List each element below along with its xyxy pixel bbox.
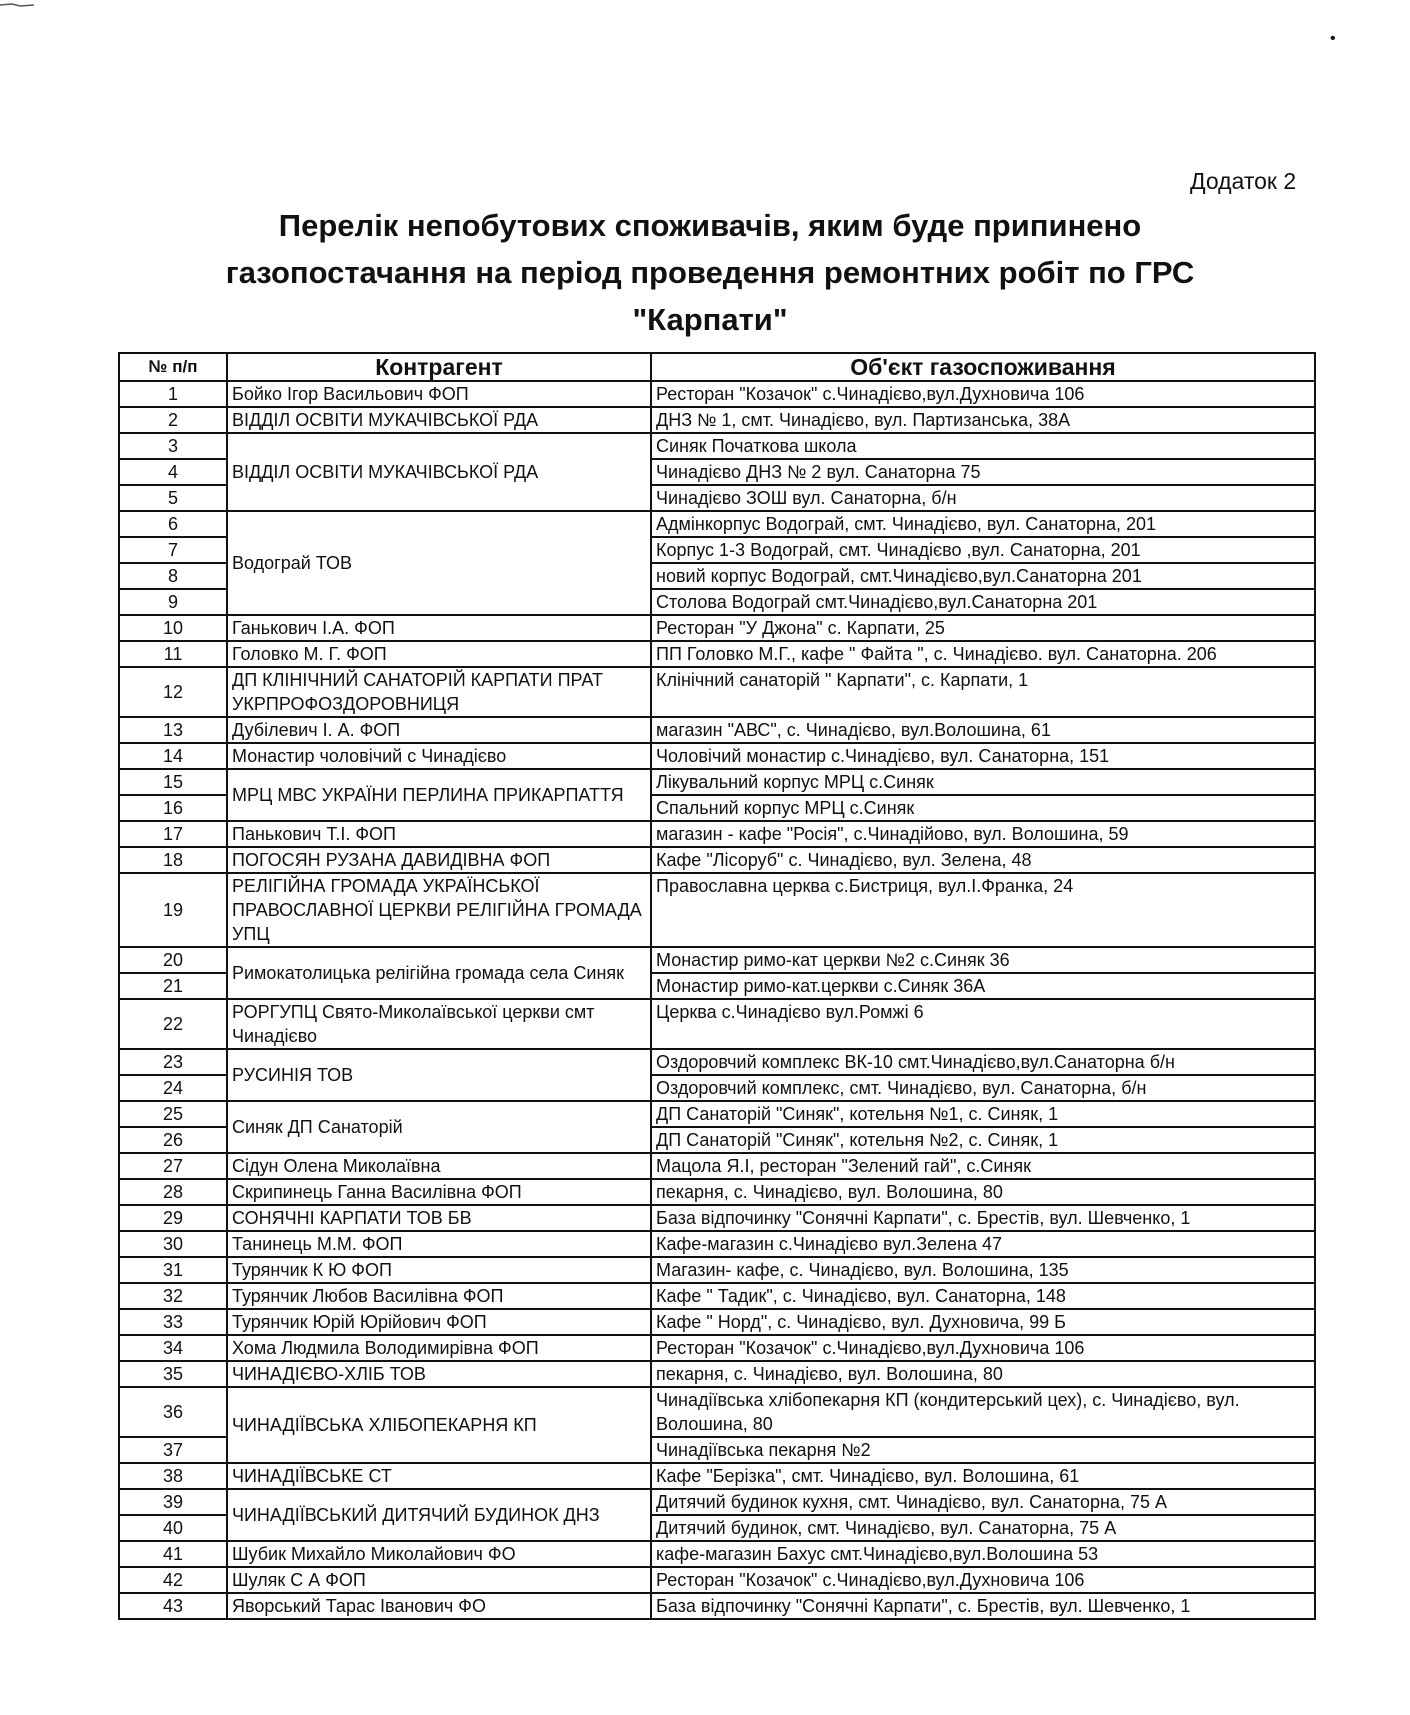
counterparty-cell: Турянчик Любов Василівна ФОП — [227, 1283, 651, 1309]
column-header-counterparty: Контрагент — [227, 353, 651, 381]
table-row — [119, 769, 1315, 795]
counterparty-cell: Головко М. Г. ФОП — [227, 641, 651, 667]
counterparty-cell: Шубик Михайло Миколайович ФО — [227, 1541, 651, 1567]
counterparty-cell: Водограй ТОВ — [227, 511, 651, 615]
object-cell: Дитячий будинок, смт. Чинадієво, вул. Санаторна, 75 А — [651, 1515, 1315, 1541]
row-number: 39 — [119, 1489, 227, 1515]
object-cell: Ресторан "Козачок" с.Чинадієво,вул.Духновича 106 — [651, 1567, 1315, 1593]
document-title — [120, 202, 1300, 343]
object-cell: ДНЗ № 1, смт. Чинадієво, вул. Партизанська, 38А — [651, 407, 1315, 433]
object-cell: Монастир римо-кат.церкви с.Синяк 36А — [651, 973, 1315, 999]
counterparty-cell: Турянчик К Ю ФОП — [227, 1257, 651, 1283]
counterparty-cell: СОНЯЧНІ КАРПАТИ ТОВ БВ — [227, 1205, 651, 1231]
row-number: 4 — [119, 459, 227, 485]
counterparty-cell: Панькович Т.І. ФОП — [227, 821, 651, 847]
table-row — [119, 1387, 1315, 1437]
counterparty-cell: Бойко Ігор Васильович ФОП — [227, 381, 651, 407]
row-number: 3 — [119, 433, 227, 459]
row-number: 19 — [119, 873, 227, 947]
row-number: 35 — [119, 1361, 227, 1387]
object-cell: Клінічний санаторій " Карпати", с. Карпати, 1 — [651, 667, 1315, 717]
table-row — [119, 407, 1315, 433]
counterparty-cell: Ганькович І.А. ФОП — [227, 615, 651, 641]
counterparty-cell: Сідун Олена Миколаївна — [227, 1153, 651, 1179]
table-row — [119, 999, 1315, 1049]
row-number: 23 — [119, 1049, 227, 1075]
table-row — [119, 847, 1315, 873]
object-cell: Оздоровчий комплекс, смт. Чинадієво, вул. Санаторна, б/н — [651, 1075, 1315, 1101]
table-row — [119, 667, 1315, 717]
table-row — [119, 511, 1315, 537]
object-cell: Православна церква с.Бистриця, вул.І.Франка, 24 — [651, 873, 1315, 947]
table-row — [119, 1101, 1315, 1127]
row-number: 7 — [119, 537, 227, 563]
column-header-number: № п/п — [119, 353, 227, 381]
table-row — [119, 947, 1315, 973]
table-row — [119, 1283, 1315, 1309]
row-number: 24 — [119, 1075, 227, 1101]
row-number: 13 — [119, 717, 227, 743]
row-number: 33 — [119, 1309, 227, 1335]
object-cell: Кафе "Лісоруб" с. Чинадієво, вул. Зелена, 48 — [651, 847, 1315, 873]
counterparty-cell: ВІДДІЛ ОСВІТИ МУКАЧІВСЬКОЇ РДА — [227, 407, 651, 433]
row-number: 18 — [119, 847, 227, 873]
table-row — [119, 1593, 1315, 1619]
row-number: 17 — [119, 821, 227, 847]
row-number: 29 — [119, 1205, 227, 1231]
row-number: 15 — [119, 769, 227, 795]
row-number: 36 — [119, 1387, 227, 1437]
table-row — [119, 381, 1315, 407]
column-header-object: Об'єкт газоспоживання — [651, 353, 1315, 381]
counterparty-cell: Скрипинець Ганна Василівна ФОП — [227, 1179, 651, 1205]
row-number: 40 — [119, 1515, 227, 1541]
table-row — [119, 1153, 1315, 1179]
object-cell: Спальний корпус МРЦ с.Синяк — [651, 795, 1315, 821]
counterparty-cell: Хома Людмила Володимирівна ФОП — [227, 1335, 651, 1361]
object-cell: магазин - кафе "Росія", с.Чинадійово, вул. Волошина, 59 — [651, 821, 1315, 847]
object-cell: База відпочинку "Сонячні Карпати", с. Брестів, вул. Шевченко, 1 — [651, 1205, 1315, 1231]
table-row — [119, 1179, 1315, 1205]
consumers-table — [118, 352, 1316, 1620]
table-header-row — [119, 353, 1315, 381]
row-number: 37 — [119, 1437, 227, 1463]
row-number: 12 — [119, 667, 227, 717]
table-row — [119, 1335, 1315, 1361]
object-cell: Ресторан "Козачок" с.Чинадієво,вул.Духновича 106 — [651, 1335, 1315, 1361]
table-row — [119, 641, 1315, 667]
counterparty-cell: ДП КЛІНІЧНИЙ САНАТОРІЙ КАРПАТИ ПРАТ УКРПРОФОЗДОРОВНИЦЯ — [227, 667, 651, 717]
table-row — [119, 1231, 1315, 1257]
table-row — [119, 1463, 1315, 1489]
row-number: 6 — [119, 511, 227, 537]
row-number: 34 — [119, 1335, 227, 1361]
object-cell: Чинадієво ЗОШ вул. Санаторна, б/н — [651, 485, 1315, 511]
scan-mark: • — [1330, 30, 1336, 47]
row-number: 42 — [119, 1567, 227, 1593]
row-number: 1 — [119, 381, 227, 407]
object-cell: пекарня, с. Чинадієво, вул. Волошина, 80 — [651, 1361, 1315, 1387]
object-cell: новий корпус Водограй, смт.Чинадієво,вул.Санаторна 201 — [651, 563, 1315, 589]
object-cell: Церква с.Чинадієво вул.Ромжі 6 — [651, 999, 1315, 1049]
table-row — [119, 1257, 1315, 1283]
title-line: Перелік непобутових споживачів, яким буде припинено — [278, 208, 1142, 243]
counterparty-cell: Яворський Тарас Іванович ФО — [227, 1593, 651, 1619]
counterparty-cell: Синяк ДП Санаторій — [227, 1101, 651, 1153]
object-cell: Синяк Початкова школа — [651, 433, 1315, 459]
table-row — [119, 1361, 1315, 1387]
row-number: 27 — [119, 1153, 227, 1179]
counterparty-cell: ЧИНАДІЇВСЬКА ХЛІБОПЕКАРНЯ КП — [227, 1387, 651, 1463]
object-cell: Ресторан "Козачок" с.Чинадієво,вул.Духновича 106 — [651, 381, 1315, 407]
counterparty-cell: Турянчик Юрій Юрійович ФОП — [227, 1309, 651, 1335]
object-cell: Кафе-магазин с.Чинадієво вул.Зелена 47 — [651, 1231, 1315, 1257]
row-number: 30 — [119, 1231, 227, 1257]
object-cell: Чинадіївська пекарня №2 — [651, 1437, 1315, 1463]
counterparty-cell: РОРГУПЦ Свято-Миколаївської церкви смт Чинадієво — [227, 999, 651, 1049]
object-cell: Кафе " Тадик", с. Чинадієво, вул. Санаторна, 148 — [651, 1283, 1315, 1309]
row-number: 14 — [119, 743, 227, 769]
row-number: 9 — [119, 589, 227, 615]
counterparty-cell: Танинець М.М. ФОП — [227, 1231, 651, 1257]
row-number: 26 — [119, 1127, 227, 1153]
row-number: 38 — [119, 1463, 227, 1489]
row-number: 8 — [119, 563, 227, 589]
object-cell: магазин "АВС", с. Чинадієво, вул.Волошина, 61 — [651, 717, 1315, 743]
row-number: 10 — [119, 615, 227, 641]
title-line: газопостачання на період проведення ремонтних робіт по ГРС — [225, 255, 1195, 290]
counterparty-cell: ЧИНАДІЄВО-ХЛІБ ТОВ — [227, 1361, 651, 1387]
table-row — [119, 743, 1315, 769]
counterparty-cell: Монастир чоловічий с Чинадієво — [227, 743, 651, 769]
row-number: 11 — [119, 641, 227, 667]
object-cell: Кафе " Норд", с. Чинадієво, вул. Духновича, 99 Б — [651, 1309, 1315, 1335]
object-cell: Столова Водограй смт.Чинадієво,вул.Санаторна 201 — [651, 589, 1315, 615]
row-number: 16 — [119, 795, 227, 821]
object-cell: Магазин- кафе, с. Чинадієво, вул. Волошина, 135 — [651, 1257, 1315, 1283]
counterparty-cell: ПОГОСЯН РУЗАНА ДАВИДІВНА ФОП — [227, 847, 651, 873]
row-number: 43 — [119, 1593, 227, 1619]
table-row — [119, 1049, 1315, 1075]
object-cell: ДП Санаторій "Синяк", котельня №1, с. Синяк, 1 — [651, 1101, 1315, 1127]
object-cell: Чинадіївська хлібопекарня КП (кондитерський цех), с. Чинадієво, вул. Волошина, 80 — [651, 1387, 1315, 1437]
object-cell: Корпус 1-3 Водограй, смт. Чинадієво ,вул. Санаторна, 201 — [651, 537, 1315, 563]
object-cell: Чоловічий монастир с.Чинадієво, вул. Санаторна, 151 — [651, 743, 1315, 769]
object-cell: Чинадієво ДНЗ № 2 вул. Санаторна 75 — [651, 459, 1315, 485]
counterparty-cell: Дубілевич І. А. ФОП — [227, 717, 651, 743]
title-line: "Карпати" — [632, 302, 788, 337]
object-cell: База відпочинку "Сонячні Карпати", с. Брестів, вул. Шевченко, 1 — [651, 1593, 1315, 1619]
row-number: 2 — [119, 407, 227, 433]
table-row — [119, 1541, 1315, 1567]
table-row — [119, 717, 1315, 743]
appendix-label: Додаток 2 — [1190, 168, 1297, 194]
object-cell: ПП Головко М.Г., кафе " Файта ", с. Чинадієво. вул. Санаторна. 206 — [651, 641, 1315, 667]
object-cell: кафе-магазин Бахус смт.Чинадієво,вул.Волошина 53 — [651, 1541, 1315, 1567]
row-number: 5 — [119, 485, 227, 511]
object-cell: Лікувальний корпус МРЦ с.Синяк — [651, 769, 1315, 795]
table-row — [119, 821, 1315, 847]
counterparty-cell: Шуляк С А ФОП — [227, 1567, 651, 1593]
table-row — [119, 1489, 1315, 1515]
object-cell: Ресторан "У Джона" с. Карпати, 25 — [651, 615, 1315, 641]
row-number: 22 — [119, 999, 227, 1049]
row-number: 20 — [119, 947, 227, 973]
scan-mark — [0, 2, 34, 8]
table-row — [119, 433, 1315, 459]
counterparty-cell: ВІДДІЛ ОСВІТИ МУКАЧІВСЬКОЇ РДА — [227, 433, 651, 511]
counterparty-cell: Римокатолицька релігійна громада села Синяк — [227, 947, 651, 999]
object-cell: Дитячий будинок кухня, смт. Чинадієво, вул. Санаторна, 75 А — [651, 1489, 1315, 1515]
table-row — [119, 1567, 1315, 1593]
counterparty-cell: МРЦ МВС УКРАЇНИ ПЕРЛИНА ПРИКАРПАТТЯ — [227, 769, 651, 821]
table-row — [119, 615, 1315, 641]
object-cell: пекарня, с. Чинадієво, вул. Волошина, 80 — [651, 1179, 1315, 1205]
counterparty-cell: ЧИНАДІЇВСЬКИЙ ДИТЯЧИЙ БУДИНОК ДНЗ — [227, 1489, 651, 1541]
object-cell: Адмінкорпус Водограй, смт. Чинадієво, вул. Санаторна, 201 — [651, 511, 1315, 537]
counterparty-cell: РУСИНІЯ ТОВ — [227, 1049, 651, 1101]
table-row — [119, 873, 1315, 947]
table-row — [119, 1205, 1315, 1231]
row-number: 21 — [119, 973, 227, 999]
object-cell: Мацола Я.І, ресторан "Зелений гай", с.Синяк — [651, 1153, 1315, 1179]
table-row — [119, 1309, 1315, 1335]
row-number: 41 — [119, 1541, 227, 1567]
counterparty-cell: РЕЛІГІЙНА ГРОМАДА УКРАЇНСЬКОЇ ПРАВОСЛАВНОЇ ЦЕРКВИ РЕЛІГІЙНА ГРОМАДА УПЦ — [227, 873, 651, 947]
object-cell: ДП Санаторій "Синяк", котельня №2, с. Синяк, 1 — [651, 1127, 1315, 1153]
row-number: 25 — [119, 1101, 227, 1127]
object-cell: Оздоровчий комплекс ВК-10 смт.Чинадієво,вул.Санаторна б/н — [651, 1049, 1315, 1075]
object-cell: Кафе "Берізка", смт. Чинадієво, вул. Волошина, 61 — [651, 1463, 1315, 1489]
row-number: 32 — [119, 1283, 227, 1309]
row-number: 31 — [119, 1257, 227, 1283]
counterparty-cell: ЧИНАДІЇВСЬКЕ СТ — [227, 1463, 651, 1489]
row-number: 28 — [119, 1179, 227, 1205]
object-cell: Монастир римо-кат церкви №2 с.Синяк 36 — [651, 947, 1315, 973]
